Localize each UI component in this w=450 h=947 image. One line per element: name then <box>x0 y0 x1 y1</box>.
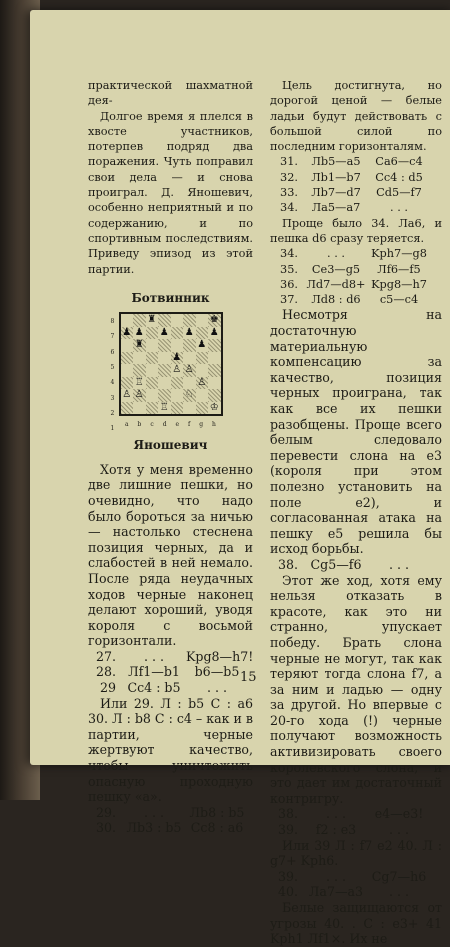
move-number: 29 <box>99 680 116 696</box>
move-number: 36. <box>280 277 298 291</box>
file-label: b <box>137 421 142 429</box>
board-square <box>171 327 184 340</box>
rank-label: 1 <box>110 425 115 433</box>
board-square <box>121 352 134 365</box>
file-label: d <box>162 421 167 429</box>
black-move: . . . <box>206 680 228 696</box>
white-move: Ce3—g5 <box>311 262 361 276</box>
move-list <box>270 154 442 215</box>
board-square <box>196 377 209 390</box>
board-square <box>158 377 171 390</box>
move-row <box>270 277 442 292</box>
move-row <box>270 262 442 277</box>
board-square <box>208 389 221 402</box>
paragraph: Хотя у меня временно две лишние пешки, но очевидно, что надо было бороться за ничью — настолько стеснена позиция черных, да и слабостей в ней немало. После ряда неудачных ходов черные наконец делают хороший, уводя короля с восьмой горизонтали. <box>88 461 253 649</box>
move-row <box>88 820 253 836</box>
move-row <box>270 806 442 822</box>
board-square <box>133 339 146 352</box>
board-square <box>121 389 134 402</box>
move-row <box>270 292 442 307</box>
file-label: h <box>212 421 216 429</box>
move-number: 27. <box>95 648 116 664</box>
paragraph: Белые защищаются от угрозы 40. . C : e3+ 41 Kph1 Лf1×. Их не <box>270 900 442 947</box>
board-square <box>171 402 184 415</box>
board-square <box>183 327 196 340</box>
board-square <box>158 352 171 365</box>
board-square <box>171 364 184 377</box>
board-square <box>196 339 209 352</box>
move-number: 38. <box>277 556 298 572</box>
board-square <box>171 339 184 352</box>
white-move: Лa5—a7 <box>311 201 361 215</box>
chess-piece: ♖ <box>134 376 144 388</box>
board-square <box>196 389 209 402</box>
move-number: 35. <box>280 262 298 276</box>
board-square <box>208 314 221 327</box>
board-square <box>208 402 221 415</box>
file-label: f <box>188 421 191 429</box>
move-row <box>270 822 442 838</box>
board-square <box>121 402 134 415</box>
board-square <box>196 402 209 415</box>
rank-label: 7 <box>110 333 115 341</box>
board-square <box>196 314 209 327</box>
chess-piece: ♖ <box>159 401 169 413</box>
board-square <box>121 314 134 327</box>
board-square <box>133 314 146 327</box>
rank-label: 3 <box>110 394 115 402</box>
move-row <box>88 649 253 665</box>
white-move: Cc4 : b5 <box>127 680 181 696</box>
black-move: . . . <box>390 201 408 215</box>
chess-piece: ♔ <box>209 401 219 413</box>
file-label: e <box>175 421 180 429</box>
chess-piece: ♟ <box>209 326 219 338</box>
move-list <box>270 246 442 307</box>
move-number: 32. <box>280 170 298 184</box>
move-number: 39. <box>277 822 298 838</box>
move-number: 37. <box>280 293 298 307</box>
move-row <box>270 557 442 573</box>
board-square <box>158 314 171 327</box>
move-row <box>88 680 253 696</box>
board-square <box>133 402 146 415</box>
paragraph: Этот же ход, хотя ему нельзя отказать в красоте, как это ни странно, упускает победу. Брать слона черные не могут, так как теряют тогда слона f7, а за ним и ладью — одну за другой. Но впервые с 20-го хода (!) черные получают возможность активизировать своего королевского слона, и это дает им достаточный контригру. <box>270 572 442 806</box>
board-square <box>208 377 221 390</box>
move-number: 33. <box>280 186 298 200</box>
white-move: . . . <box>325 868 347 884</box>
board-square <box>146 352 159 365</box>
board-square <box>133 377 146 390</box>
board-square <box>171 377 184 390</box>
board-square <box>121 364 134 377</box>
black-move: . . . <box>388 884 410 900</box>
move-number: 39. <box>277 868 298 884</box>
board-square <box>146 402 159 415</box>
board-square <box>196 352 209 365</box>
black-move: Kpg8—h7! <box>186 648 254 664</box>
black-move: Kph7—g8 <box>371 247 427 261</box>
board-square <box>158 389 171 402</box>
move-list <box>270 806 442 837</box>
chess-diagram <box>88 312 253 433</box>
white-move: f2 : e3 <box>315 822 357 838</box>
diagram-bottom-player: Яношевич <box>133 438 208 453</box>
chess-piece: ♟ <box>159 326 169 338</box>
board-square <box>146 364 159 377</box>
move-row <box>270 884 442 900</box>
board-square <box>183 377 196 390</box>
rank-label: 4 <box>110 379 115 387</box>
board-square <box>121 377 134 390</box>
file-labels <box>121 417 221 432</box>
board-square <box>133 364 146 377</box>
chess-piece: ♙ <box>184 364 194 376</box>
board-square <box>183 402 196 415</box>
board-square <box>208 339 221 352</box>
diagram-top-player: Ботвинник <box>131 290 210 305</box>
black-move: Kpg8—h7 <box>371 277 427 291</box>
rank-label: 8 <box>110 318 115 326</box>
move-list <box>270 557 442 573</box>
move-row <box>270 185 442 200</box>
move-number: 30. <box>95 820 116 836</box>
board-square <box>171 352 184 365</box>
black-move: . . . <box>388 556 410 572</box>
board-square <box>133 327 146 340</box>
board-square <box>171 314 184 327</box>
chess-piece: ♙ <box>172 364 182 376</box>
move-row <box>88 805 253 821</box>
board-square <box>196 327 209 340</box>
black-move: c5—c4 <box>379 293 419 307</box>
chess-piece: ♟ <box>122 326 132 338</box>
white-move: . . . <box>143 648 165 664</box>
move-list <box>270 869 442 900</box>
white-move: Лd7—d8+ <box>306 277 366 291</box>
paragraph: Проще было 34. Лa6, и пешка d6 сразу теряется. <box>270 216 442 245</box>
left-column <box>88 78 253 836</box>
move-number: 31. <box>280 155 298 169</box>
move-number: 34. <box>280 201 298 215</box>
move-row <box>270 246 442 261</box>
board-square <box>146 377 159 390</box>
chess-piece: ♟ <box>172 351 182 363</box>
black-move: . . . <box>388 822 410 838</box>
rank-label: 5 <box>110 364 115 372</box>
file-label: c <box>150 421 154 429</box>
board-square <box>121 339 134 352</box>
rank-labels <box>110 314 115 433</box>
black-move: Cg7—h6 <box>371 868 427 884</box>
board-square <box>183 314 196 327</box>
board-square <box>171 389 184 402</box>
right-column <box>270 78 442 947</box>
white-move: . . . <box>325 806 347 822</box>
board-square <box>208 352 221 365</box>
paragraph: Несмотря на достаточную материальную компенсацию за качество, позиция черных проиграна, так как все их пешки разобщены. Проще всего белым следовало перевести слона на e3 (короля при этом полезно установить на поле e2), и согласованная атака на пешку e5 решила бы исход борьбы. <box>270 307 442 557</box>
move-number: 29. <box>95 804 116 820</box>
white-move: Лf1—b1 <box>128 664 180 680</box>
white-move: . . . <box>327 247 345 261</box>
black-move: Cd5—f7 <box>376 186 422 200</box>
board-square <box>146 314 159 327</box>
board-square <box>146 339 159 352</box>
move-row <box>270 869 442 885</box>
board-square <box>121 327 134 340</box>
paragraph: Или 29. Л : b5 C : a6 30. Л : b8 C : c4 – как и в партии, черные жертвуют качество, чтобы уничтожить опасную проходную пешку «а». <box>88 695 253 805</box>
white-move: . . . <box>143 804 165 820</box>
paragraph: практической шахматной дея- <box>88 79 253 108</box>
chess-board <box>110 312 223 433</box>
board-square <box>208 327 221 340</box>
chess-piece: ♜ <box>147 314 157 326</box>
file-label: a <box>124 421 129 429</box>
white-move: Лb7—d7 <box>311 186 361 200</box>
chess-piece: ♙ <box>122 389 132 401</box>
white-move: Лd8 : d6 <box>311 293 361 307</box>
rank-label: 6 <box>110 348 115 356</box>
paragraph: Или 39 Л : f7 e2 40. Л : g7+ Kph6. <box>270 837 442 869</box>
board-square <box>158 402 171 415</box>
chess-piece: ♘ <box>184 389 194 401</box>
black-move: Ca6—c4 <box>375 155 423 169</box>
black-move: b6—b5 <box>194 664 240 680</box>
move-list <box>88 649 253 696</box>
black-move: e4—e3! <box>374 806 424 822</box>
board-square <box>158 364 171 377</box>
board-square <box>196 364 209 377</box>
file-label: g <box>199 421 204 429</box>
board-square <box>146 327 159 340</box>
move-list <box>88 805 253 836</box>
chess-piece: ♟ <box>197 339 207 351</box>
move-number: 40. <box>277 884 298 900</box>
move-number: 38. <box>277 806 298 822</box>
board-square <box>183 364 196 377</box>
paragraph: Долгое время я плелся в хвосте участников, потерпев подряд два поражения. Чуть поправил свои дела — и снова проиграл. Д. Яношевич, особенно неприятный и по содержанию, и по спортивным последствиям. Приведу эпизод из этой партии. <box>88 109 253 276</box>
paragraph: Цель достигнута, но дорогой ценой — белые ладьи будут действовать с большой силой по последним горизонталям. <box>270 79 442 154</box>
chess-piece: ♜ <box>134 339 144 351</box>
board-square <box>146 389 159 402</box>
board-square <box>183 339 196 352</box>
board-square <box>133 389 146 402</box>
chess-piece: ♙ <box>134 389 144 401</box>
chess-piece: ♟ <box>184 326 194 338</box>
black-move: Лf6—f5 <box>377 262 421 276</box>
board-square <box>208 364 221 377</box>
black-move: Лb8 : b5 <box>189 804 245 820</box>
move-row <box>88 664 253 680</box>
board-square <box>183 389 196 402</box>
move-number: 34. <box>280 247 298 261</box>
chess-piece: ♚ <box>209 314 219 326</box>
board-square <box>158 339 171 352</box>
board-square <box>158 327 171 340</box>
white-move: Cg5—f6 <box>310 556 362 572</box>
chess-piece: ♟ <box>134 326 144 338</box>
white-move: Лb3 : b5 <box>126 820 182 836</box>
board-square <box>133 352 146 365</box>
move-row <box>270 154 442 169</box>
chess-piece: ♙ <box>197 376 207 388</box>
book-page <box>30 10 450 947</box>
rank-label: 2 <box>110 409 115 417</box>
move-number: 28. <box>95 664 116 680</box>
page-number: 15 <box>240 670 257 685</box>
white-move: Лb1—b7 <box>311 170 361 184</box>
white-move: Лa7—a3 <box>308 884 364 900</box>
move-row <box>270 200 442 215</box>
white-move: Лb5—a5 <box>311 155 361 169</box>
black-move: Cc4 : d5 <box>375 170 423 184</box>
black-move: Cc8 : a6 <box>190 820 244 836</box>
move-row <box>270 170 442 185</box>
board-square <box>183 352 196 365</box>
